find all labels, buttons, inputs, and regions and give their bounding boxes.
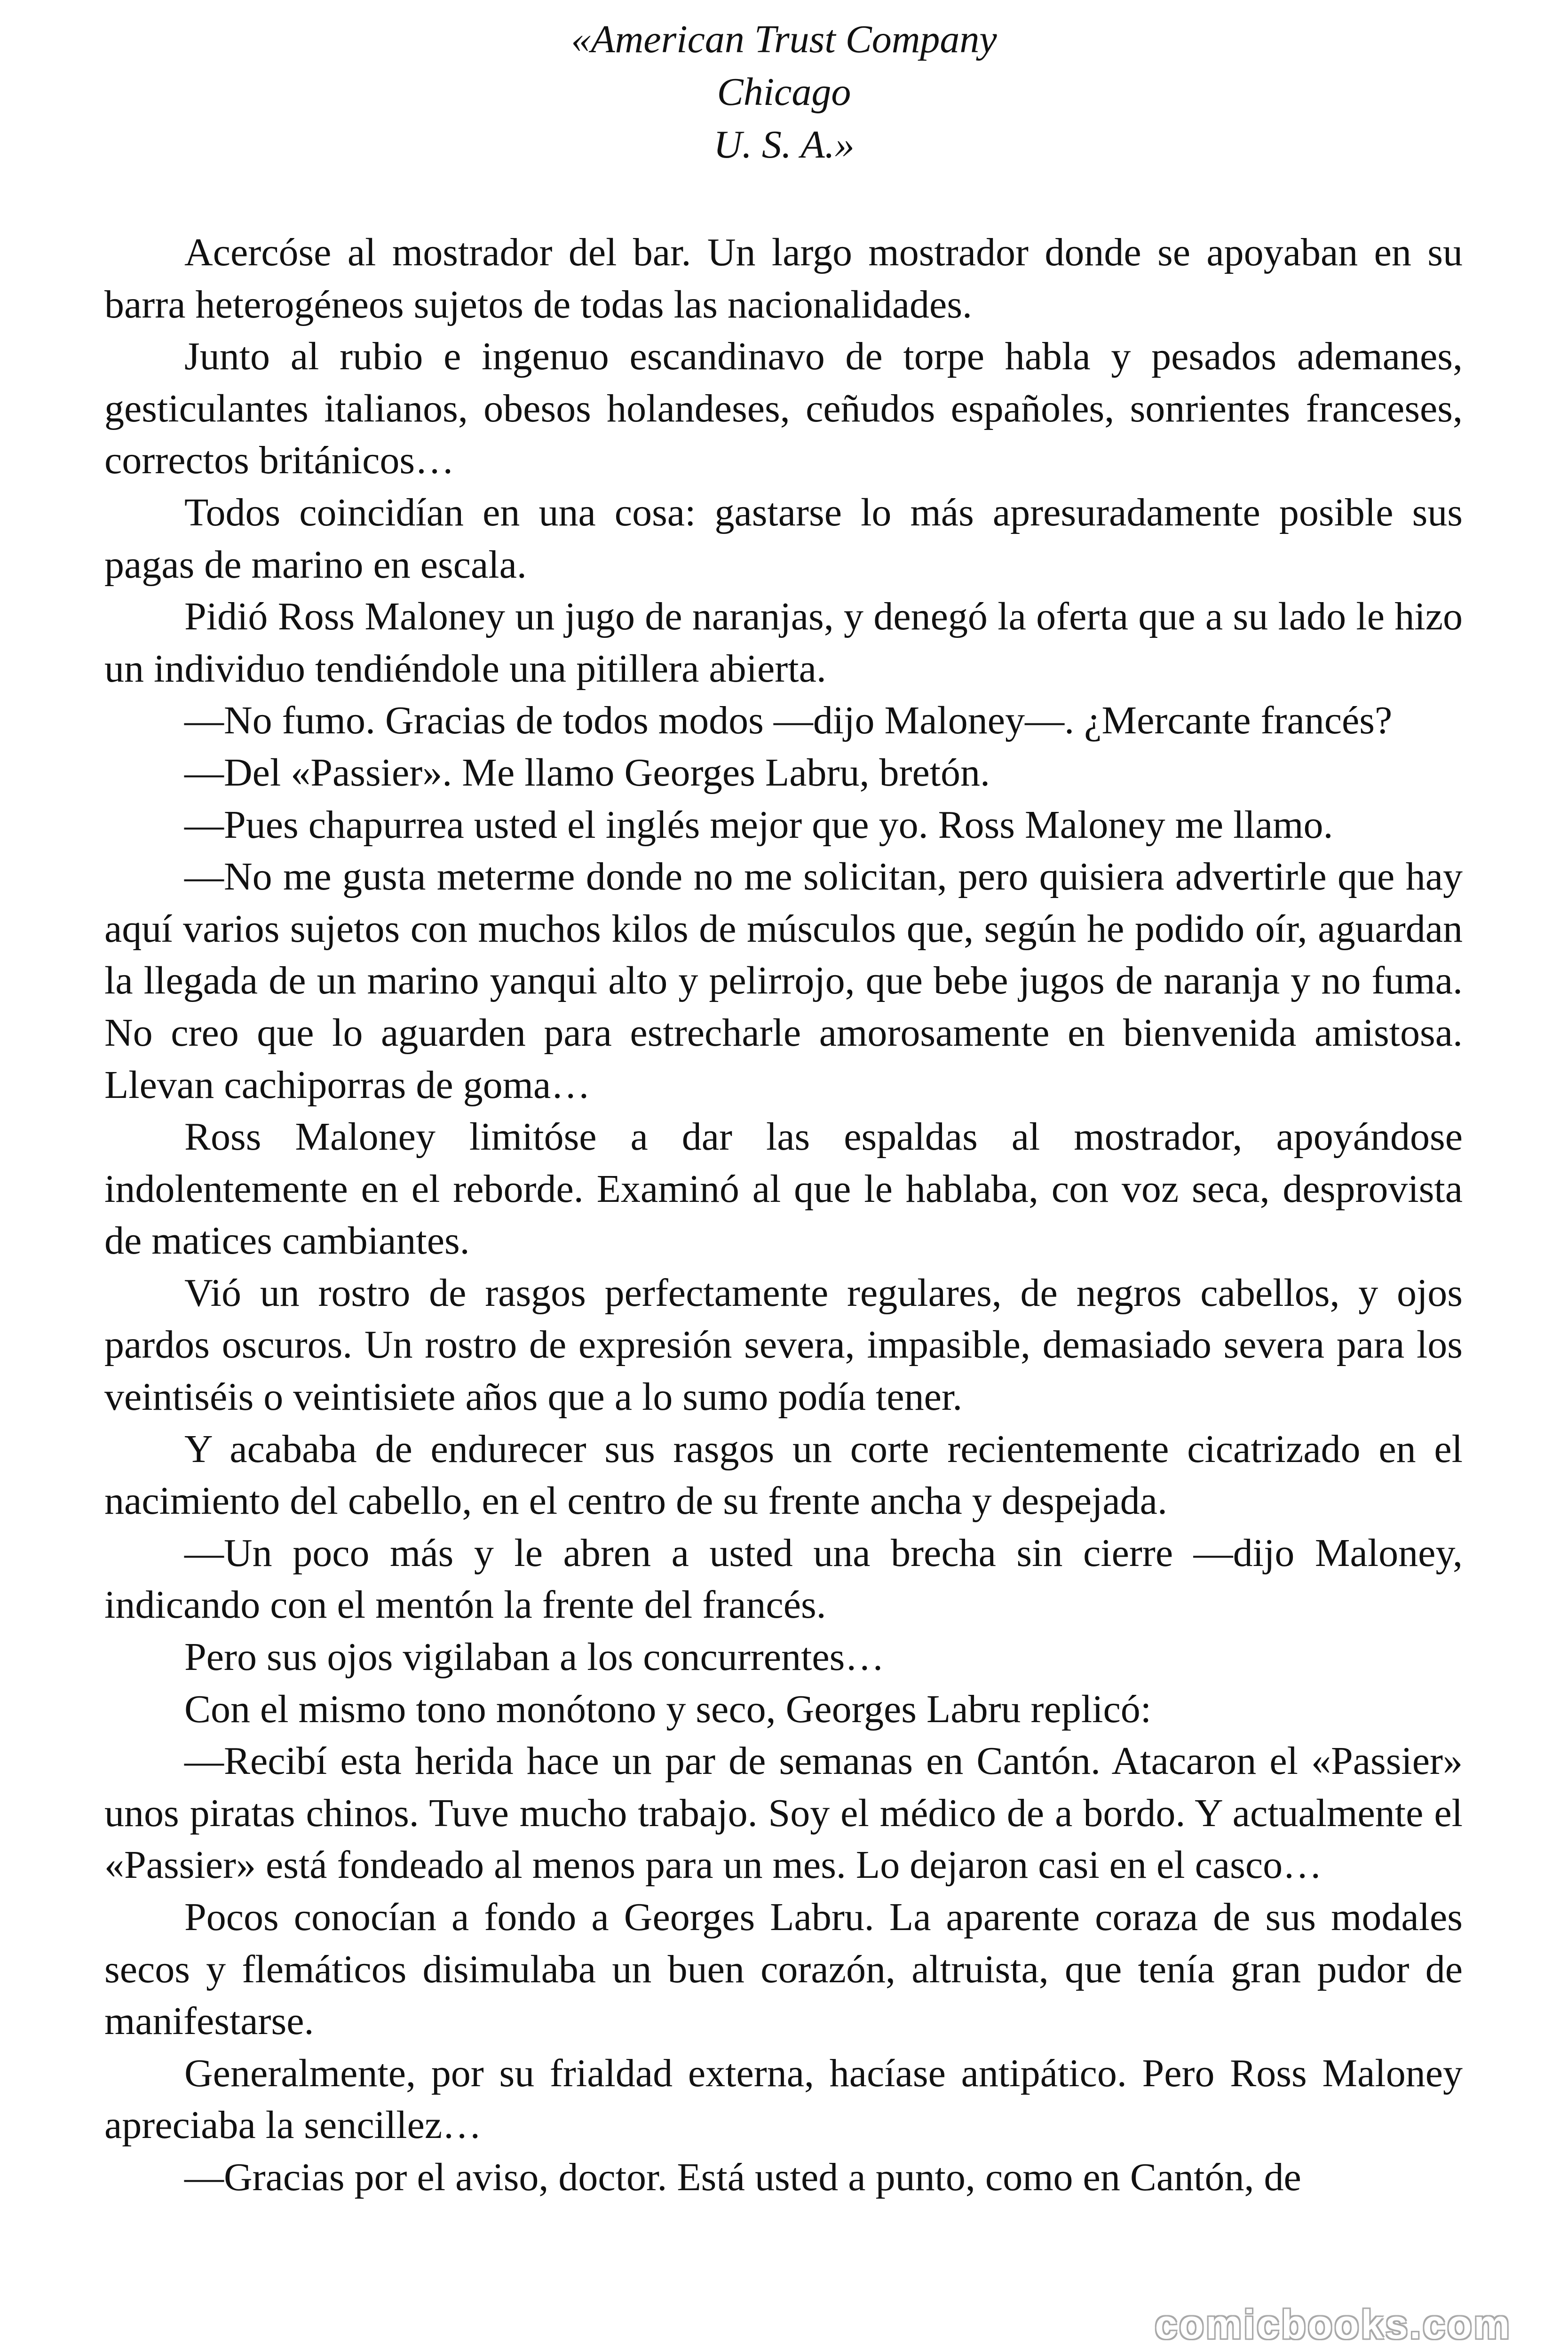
paragraph: Todos coincidían en una cosa: gastarse lo más apresuradamente posible sus pagas de marino en escala.	[104, 490, 1463, 587]
paragraph: —Recibí esta herida hace un par de semanas en Cantón. Atacaron el «Passier» unos piratas chinos. Tuve mucho trabajo. Soy el médico de a bordo. Y actualmente el «Passier» está fondeado al menos para un mes. Lo dejaron casi en el casco…	[104, 1739, 1463, 1887]
paragraph: Pocos conocían a fondo a Georges Labru. La aparente coraza de sus modales secos y flemáticos disimulaba un buen corazón, altruista, que tenía gran pudor de manifestarse.	[104, 1895, 1463, 2043]
paragraph: —Del «Passier». Me llamo Georges Labru, bretón.	[184, 750, 990, 795]
paragraph: Con el mismo tono monótono y seco, Georges Labru replicó:	[184, 1687, 1152, 1731]
paragraph: Pidió Ross Maloney un jugo de naranjas, y denegó la oferta que a su lado le hizo un individuo tendiéndole una pitillera abierta.	[104, 595, 1463, 691]
paragraph: Generalmente, por su frialdad externa, hacíase antipático. Pero Ross Maloney apreciaba la sencillez…	[104, 2051, 1463, 2147]
paragraph: Vió un rostro de rasgos perfectamente regulares, de negros cabellos, y ojos pardos oscuros. Un rostro de expresión severa, impasible, demasiado severa para los veintiséis o veintisiete años que a lo sumo podía tener.	[104, 1271, 1463, 1419]
paragraph: —Pues chapurrea usted el inglés mejor que yo. Ross Maloney me llamo.	[184, 803, 1333, 847]
paragraph: Junto al rubio e ingenuo escandinavo de torpe habla y pesados ademanes, gesticulantes italianos, obesos holandeses, ceñudos españoles, sonrientes franceses, correctos británicos…	[104, 334, 1463, 483]
heading-line-company: «American Trust Company	[571, 17, 997, 61]
body-text	[104, 227, 1463, 2204]
paragraph: Ross Maloney limitóse a dar las espaldas al mostrador, apoyándose indolentemente en el reborde. Examinó al que le hablaba, con voz seca, desprovista de matices cambiantes.	[104, 1115, 1463, 1263]
paragraph: —Un poco más y le abren a usted una brecha sin cierre —dijo Maloney, indicando con el mentón la frente del francés.	[104, 1531, 1463, 1627]
heading-line-country: U. S. A.»	[713, 123, 855, 167]
watermark-logo: comicbooks.com	[1155, 2302, 1512, 2347]
letter-address-heading	[0, 13, 1568, 171]
paragraph: —No me gusta meterme donde no me solicitan, pero quisiera advertirle que hay aquí varios sujetos con muchos kilos de músculos que, según he podido oír, aguardan la llegada de un marino yanqui alto y pelirrojo, que bebe jugos de naranja y no fuma. No creo que lo aguarden para estrecharle amorosamente en bienvenida amistosa. Llevan cachiporras de goma…	[104, 855, 1463, 1107]
paragraph-last: —Gracias por el aviso, doctor. Está usted a punto, como en Cantón, de	[184, 2155, 1301, 2199]
paragraph: Acercóse al mostrador del bar. Un largo mostrador donde se apoyaban en su barra heterogéneos sujetos de todas las nacionalidades.	[104, 230, 1463, 326]
paragraph: —No fumo. Gracias de todos modos —dijo Maloney—. ¿Mercante francés?	[184, 699, 1393, 743]
paragraph: Pero sus ojos vigilaban a los concurrentes…	[184, 1635, 885, 1679]
paragraph: Y acababa de endurecer sus rasgos un corte recientemente cicatrizado en el nacimiento del cabello, en el centro de su frente ancha y despejada.	[104, 1427, 1463, 1523]
heading-line-city: Chicago	[717, 70, 851, 114]
